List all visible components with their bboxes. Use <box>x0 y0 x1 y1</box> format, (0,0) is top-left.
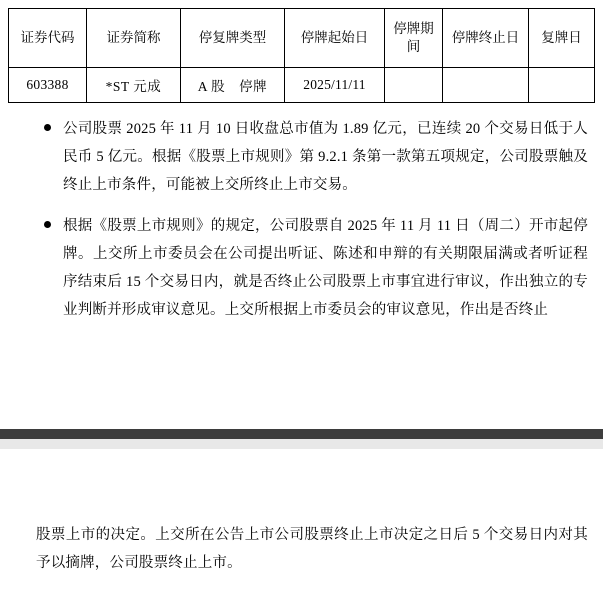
bullet-dot-icon <box>44 221 51 228</box>
column-header-halt-end-date-label: 停牌终止日 <box>451 29 520 45</box>
column-header-halt-type-label: 停复牌类型 <box>198 29 267 45</box>
cell-security-name: *ST 元成 <box>87 68 181 103</box>
cell-halt-start-date: 2025/11/11 <box>285 68 385 103</box>
cell-halt-period <box>385 68 443 103</box>
column-header-security-name <box>87 9 181 68</box>
table-row <box>9 68 595 103</box>
column-header-halt-start-date-label: 停牌起始日 <box>300 29 369 45</box>
next-page-content <box>8 522 594 578</box>
halt-info-table <box>8 8 595 103</box>
list-item <box>8 213 594 324</box>
next-page-paragraph: 股票上市的决定。上交所在公告上市公司股票终止上市决定之日后 5 个交易日内对其予以摘牌，公司股票终止上市。 <box>36 527 588 571</box>
page-separator-dark <box>0 429 603 439</box>
list-item <box>8 116 594 199</box>
column-header-security-code-label: 证券代码 <box>20 29 75 45</box>
column-header-halt-period <box>385 9 443 68</box>
cell-halt-end-date <box>443 68 529 103</box>
bullet-paragraph-2: 根据《股票上市规则》的规定，公司股票自 2025 年 11 月 11 日（周二）开市起停牌。上交所上市委员会在公司提出听证、陈述和申辩的有关期限届满或者听证程序结束后 15 个交易日内，就是否终止公司股票上市事宜进行审议，作出独立的专业判断并形成审议意见。上交所根据上市委员会的审议意见，作出是否终止 <box>63 218 588 318</box>
cell-resume-date <box>529 68 595 103</box>
column-header-halt-type <box>181 9 285 68</box>
bullet-paragraph-1: 公司股票 2025 年 11 月 10 日收盘总市值为 1.89 亿元，已连续 20 个交易日低于人民币 5 亿元。根据《股票上市规则》第 9.2.1 条第一款第五项规定，公司股票触及终止上市条件，可能被上交所终止上市交易。 <box>63 121 588 193</box>
column-header-security-code <box>9 9 87 68</box>
column-header-resume-date <box>529 9 595 68</box>
column-header-halt-period-label: 停牌期间 <box>393 21 434 54</box>
bullet-list <box>8 116 594 339</box>
halt-info-table-wrapper <box>8 8 594 103</box>
column-header-resume-date-label: 复牌日 <box>541 29 582 45</box>
bullet-dot-icon <box>44 124 51 131</box>
column-header-halt-end-date <box>443 9 529 68</box>
cell-security-code: 603388 <box>9 68 87 103</box>
page-separator-light <box>0 439 603 449</box>
column-header-halt-start-date <box>285 9 385 68</box>
cell-halt-type: A 股 停牌 <box>181 68 285 103</box>
table-header-row <box>9 9 595 68</box>
column-header-security-name-label: 证券简称 <box>106 29 161 45</box>
